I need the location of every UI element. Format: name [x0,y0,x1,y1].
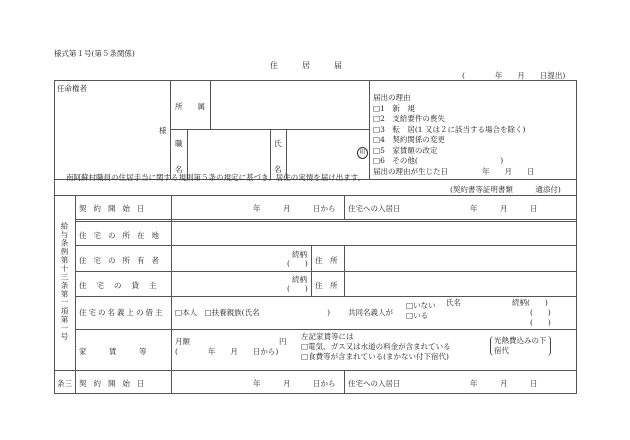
divider [170,80,171,180]
move-in-value-2[interactable]: 年 月 日 [470,379,538,388]
appointer-suffix: 様 [159,126,167,135]
nominal-label: 住宅の名義上の借主 [79,308,165,317]
form-id: 様式第１号(第５条関係) [54,49,135,58]
brace-line-1: 光熱費込みの下 [494,336,547,345]
divider [75,195,76,394]
owner-relation-field[interactable]: ( ) [287,259,308,268]
location-label: 住宅の所在地 [79,231,166,240]
reason-checkbox[interactable]: □5 家賃額の改定 [373,145,438,155]
lessor-relation-label: 続柄 [292,275,307,284]
name-label-top: 氏 [274,139,282,148]
divider [311,246,312,296]
co-owner-relation-2[interactable]: ( ) [530,308,551,317]
co-owner-none-checkbox[interactable]: □いない [406,301,436,310]
brace-note [490,336,551,356]
statement: 南阿蘇村職員の住居手当に関する規則第５条の規定に基づき、居住の実情を届け出ます。 [66,173,366,182]
divider [75,271,577,272]
rent-monthly-label: 月額 [175,337,190,346]
post-label-bottom: 名 [175,165,183,174]
owner-label: 住宅の所有者 [79,256,166,265]
co-owner-relation[interactable]: 続柄( ) [512,298,548,307]
seal-icon: 印 [357,147,368,159]
rent-yen-label: 円 [279,337,287,346]
rent-utilities-checkbox[interactable]: □電気、ガス又は水道の料金が含まれている [301,342,451,351]
contract-start-label-2: 契約開始日 [79,379,152,388]
dept-label: 所 属 [175,102,205,111]
lessor-relation-field[interactable]: ( ) [287,284,308,293]
divider [344,195,345,220]
contract-start-label: 契約開始日 [79,204,152,213]
rent-includes-title: 左記家賃等には [301,332,354,341]
appointer-label: 任命権者 [57,84,87,93]
brace-line-2: 宿代 [494,346,509,355]
co-owner-name-label: 氏名 [446,298,461,307]
lessor-label: 住宅の貸主 [79,281,167,290]
reason-checkbox[interactable]: □3 転 居(1 又は２に該当する場合を除く) [373,124,526,134]
divider [344,246,345,296]
owner-address-label: 住 所 [315,256,338,265]
divider [75,219,577,222]
contract-start-value[interactable]: 年 月 日から [253,204,336,213]
reason-date-label: 届出の理由が生じた日 [373,166,448,176]
lessor-address-label: 住 所 [315,281,338,290]
side-label: 給与条例第十三条第一項第一号 [60,222,69,341]
divider [75,245,577,246]
owner-relation-label: 続柄 [292,250,307,259]
divider [369,80,370,180]
reason-checkbox[interactable]: □4 契約関係の変更 [373,135,445,144]
side-label-2: 条三 [57,379,72,388]
reason-checkbox[interactable]: □6 その他( ) [373,156,504,165]
co-owner-relation-3[interactable]: ( ) [530,318,551,327]
divider [54,370,577,371]
location-field[interactable] [172,223,576,244]
move-in-value[interactable]: 年 月 日 [470,204,538,213]
co-owner-exist-checkbox[interactable]: □いる [406,311,429,320]
divider [344,370,345,394]
move-in-label-2: 住宅への入居日 [348,379,401,388]
divider [75,329,577,330]
reasons-block [373,93,535,177]
attachment-note: (契約書等証明書類 通添付) [450,185,561,194]
rent-label: 家 賃 等 [79,347,147,356]
post-label-top: 職 [175,139,183,148]
reason-date-value[interactable]: 年 月 日 [482,166,535,176]
divider [75,296,577,297]
submit-date: ( 年 月 日提出) [462,71,566,80]
dept-field[interactable] [211,81,368,128]
co-owner-label: 共同名義人が [348,308,393,317]
rent-meals-checkbox[interactable]: □食費等が含まれている(まかない付下宿代) [301,352,449,361]
form-title: 住 居 届 [270,61,342,70]
reason-checkbox[interactable]: □2 支給要件の喪失 [373,114,445,123]
contract-start-value-2[interactable]: 年 月 日から [253,379,336,388]
reasons-title: 届出の理由 [373,93,411,102]
rent-from-date[interactable]: ( 年 月 日から) [175,347,279,356]
name-label-bottom: 名 [274,165,282,174]
nominal-options[interactable]: □本人 □扶養親族(氏名 ) [175,308,331,317]
reason-checkbox[interactable]: □1 新 規 [373,103,415,113]
move-in-label: 住宅への入居日 [348,204,401,213]
